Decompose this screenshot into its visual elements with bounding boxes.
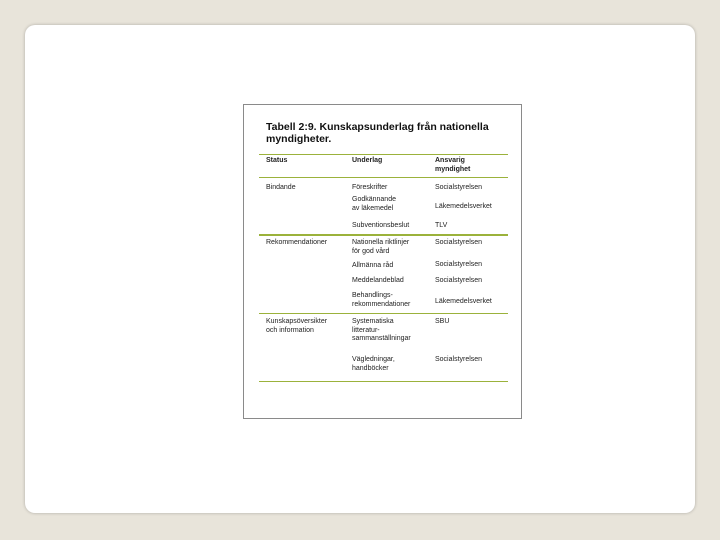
- slide: [25, 25, 695, 513]
- section-divider: [259, 313, 508, 314]
- header-bottom-rule: [259, 177, 508, 178]
- table-title: [266, 121, 516, 145]
- table-image: [243, 104, 522, 419]
- underlag-line: handböcker: [352, 364, 389, 372]
- status-line: Kunskapsöversikter: [266, 318, 328, 325]
- myndighet-cell: Socialstyrelsen: [435, 184, 483, 191]
- underlag-line: Nationella riktlinjer: [352, 239, 410, 246]
- underlag-line: av läkemedel: [352, 204, 394, 212]
- underlag-cell: [352, 356, 395, 373]
- status-bindande: Bindande: [266, 184, 296, 191]
- table-bottom-rule: [259, 381, 508, 382]
- section-divider: [259, 234, 508, 236]
- myndighet-cell: TLV: [435, 222, 448, 229]
- status-line: och information: [266, 326, 314, 334]
- myndighet-cell: Socialstyrelsen: [435, 277, 483, 284]
- status-rekommendationer: Rekommendationer: [266, 239, 328, 246]
- myndighet-cell: SBU: [435, 318, 450, 325]
- underlag-line: rekommendationer: [352, 300, 411, 308]
- myndighet-cell: Socialstyrelsen: [435, 239, 483, 246]
- underlag-cell: [352, 196, 396, 213]
- myndighet-cell: Läkemedelsverket: [435, 298, 492, 305]
- header-underlag: Underlag: [352, 157, 383, 164]
- underlag-line: Systematiska: [352, 318, 394, 325]
- header-ansvarig-line-2: myndighet: [435, 165, 471, 173]
- underlag-cell: [352, 292, 410, 309]
- underlag-line: Godkännande: [352, 196, 396, 203]
- underlag-cell: Meddelandeblad: [352, 277, 404, 284]
- underlag-line: litteratur-: [352, 326, 380, 334]
- underlag-line: Vägledningar,: [352, 356, 395, 363]
- header-top-rule: [259, 154, 508, 155]
- table-title-line-2: myndigheter.: [266, 133, 332, 145]
- status-kunskapsoversikter: [266, 318, 327, 335]
- underlag-line: för god vård: [352, 247, 390, 255]
- underlag-cell: [352, 239, 409, 256]
- underlag-cell: Subventionsbeslut: [352, 222, 410, 229]
- underlag-cell: [352, 318, 411, 344]
- header-ansvarig-line-1: Ansvarig: [435, 157, 465, 164]
- underlag-line: sammanställningar: [352, 335, 411, 342]
- underlag-line: Behandlings-: [352, 292, 393, 299]
- table-title-line-1: Tabell 2:9. Kunskapsunderlag från nationella: [266, 121, 489, 133]
- myndighet-cell: Läkemedelsverket: [435, 203, 492, 210]
- header-status: Status: [266, 157, 288, 164]
- myndighet-cell: Socialstyrelsen: [435, 261, 483, 268]
- underlag-cell: Föreskrifter: [352, 184, 388, 191]
- myndighet-cell: Socialstyrelsen: [435, 356, 483, 363]
- underlag-cell: Allmänna råd: [352, 262, 394, 269]
- header-ansvarig: [435, 157, 470, 174]
